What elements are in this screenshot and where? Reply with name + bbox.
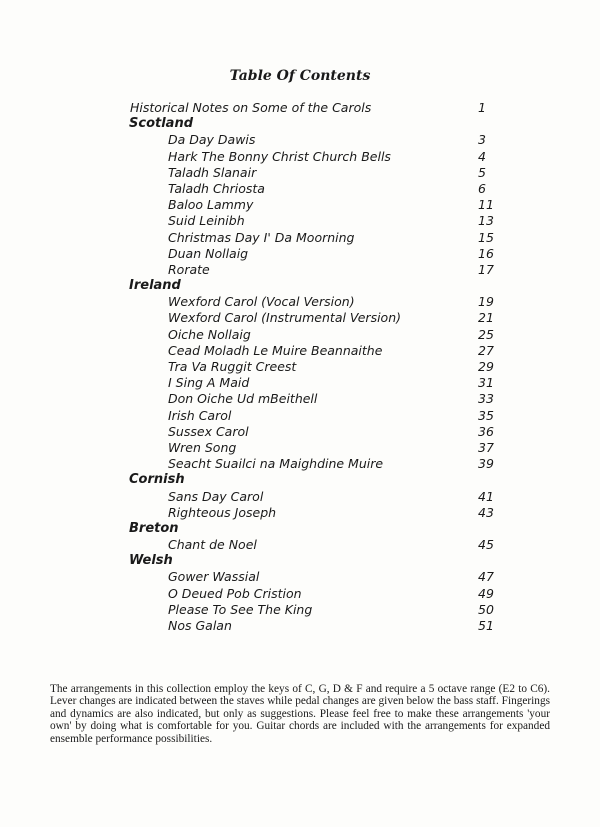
toc-entry [0,181,600,197]
entry-title: Taladh Slanair [168,164,257,180]
entry-title: Irish Carol [168,407,232,423]
entry-page-number: 36 [478,423,494,439]
arrangement-notes: The arrangements in this collection employ the keys of C, G, D & F and require a 5 octave range (E2 to C6). Lever changes are indicated between the staves while pedal changes are given below the bass staff. Fingerings and dynamics are also indicated, but only as suggestions. Please feel free to make these arrangements 'your own' by doing what is comfortable for you. Guitar chords are included with the arrangements for expanded ensemble performance possibilities. [50,683,550,745]
entry-page-number: 5 [478,164,486,180]
entry-title: Wren Song [168,439,237,455]
toc-entry [0,132,600,148]
entry-title: Taladh Chriosta [168,180,265,196]
entry-title: Baloo Lammy [168,197,254,213]
entry-page-number: 1 [478,100,486,115]
toc-entry [0,440,600,456]
entry-title: Wexford Carol (Instrumental Version) [168,310,402,326]
entry-title: Suid Leinibh [168,213,245,229]
toc-entry [0,505,600,521]
toc-entry [0,100,600,116]
page-title: Table Of Contents [229,68,371,84]
toc-section-heading [0,521,600,537]
entry-title: Duan Nollaig [168,245,249,261]
entry-title: Please To See The King [168,601,313,617]
toc-section-heading [0,472,600,488]
entry-page-number: 41 [478,488,494,504]
entry-title: Rorate [168,261,210,277]
entry-page-number: 31 [478,375,494,391]
entry-title: Christmas Day I' Da Moorning [168,229,355,245]
entry-title: Righteous Joseph [168,504,277,520]
entry-page-number: 15 [478,229,494,245]
section-title: Welsh [129,553,173,569]
entry-page-number: 45 [478,537,494,553]
entry-page-number: 49 [478,585,494,601]
entry-page-number: 21 [478,310,494,326]
entry-page-number: 39 [478,456,494,472]
toc-entry [0,569,600,585]
entry-title: Nos Galan [168,618,232,633]
toc-entry [0,424,600,440]
entry-page-number: 35 [478,407,494,423]
toc-entry [0,618,600,634]
entry-page-number: 17 [478,261,494,277]
entry-title: Sussex Carol [168,423,249,439]
entry-page-number: 13 [478,213,494,229]
entry-page-number: 50 [478,601,494,617]
entry-title: Sans Day Carol [168,488,264,504]
entry-title: Wexford Carol (Vocal Version) [168,294,355,310]
toc-entry [0,213,600,229]
toc-entry [0,149,600,165]
toc-section-heading [0,278,600,294]
entry-title: Seacht Suailci na Maighdine Muire [168,456,384,472]
entry-page-number: 29 [478,359,494,374]
toc-entry [0,230,600,246]
entry-title: Gower Wassial [168,569,260,585]
entry-title: O Deued Pob Cristion [168,585,302,601]
section-title: Ireland [129,278,181,294]
toc-entry [0,327,600,343]
section-title: Scotland [129,116,194,132]
entry-page-number: 4 [478,148,486,164]
entry-page-number: 25 [478,326,494,342]
toc-entry [0,246,600,262]
entry-title: Historical Notes on Some of the Carols [130,100,372,115]
toc-entry [0,359,600,375]
entry-page-number: 3 [478,132,486,148]
toc-entry [0,602,600,618]
entry-title: Da Day Dawis [168,132,256,148]
entry-title: Cead Moladh Le Muire Beannaithe [168,342,383,358]
section-title: Cornish [129,472,185,488]
toc-entry [0,343,600,359]
table-of-contents [0,100,600,634]
toc-entry [0,375,600,391]
entry-title: Chant de Noel [168,537,257,553]
entry-title: Hark The Bonny Christ Church Bells [168,148,391,164]
toc-entry [0,165,600,181]
entry-page-number: 19 [478,294,494,310]
toc-entry [0,408,600,424]
toc-entry [0,262,600,278]
entry-page-number: 43 [478,504,494,520]
toc-entry [0,489,600,505]
entry-title: Oiche Nollaig [168,326,251,342]
toc-entry [0,537,600,553]
toc-entry [0,310,600,326]
entry-title: I Sing A Maid [168,375,250,391]
section-title: Breton [129,520,179,536]
toc-entry [0,197,600,213]
entry-page-number: 33 [478,391,494,407]
entry-title: Tra Va Ruggit Creest [168,359,297,374]
toc-entry [0,456,600,472]
entry-page-number: 51 [478,618,494,633]
toc-entry [0,391,600,407]
entry-page-number: 6 [478,180,486,196]
toc-entry [0,294,600,310]
entry-page-number: 47 [478,569,494,585]
entry-page-number: 37 [478,439,494,455]
toc-section-heading [0,553,600,569]
entry-page-number: 11 [478,197,494,213]
toc-entry [0,586,600,602]
entry-page-number: 16 [478,245,494,261]
toc-section-heading [0,116,600,132]
entry-page-number: 27 [478,342,494,358]
entry-title: Don Oiche Ud mBeithell [168,391,318,407]
